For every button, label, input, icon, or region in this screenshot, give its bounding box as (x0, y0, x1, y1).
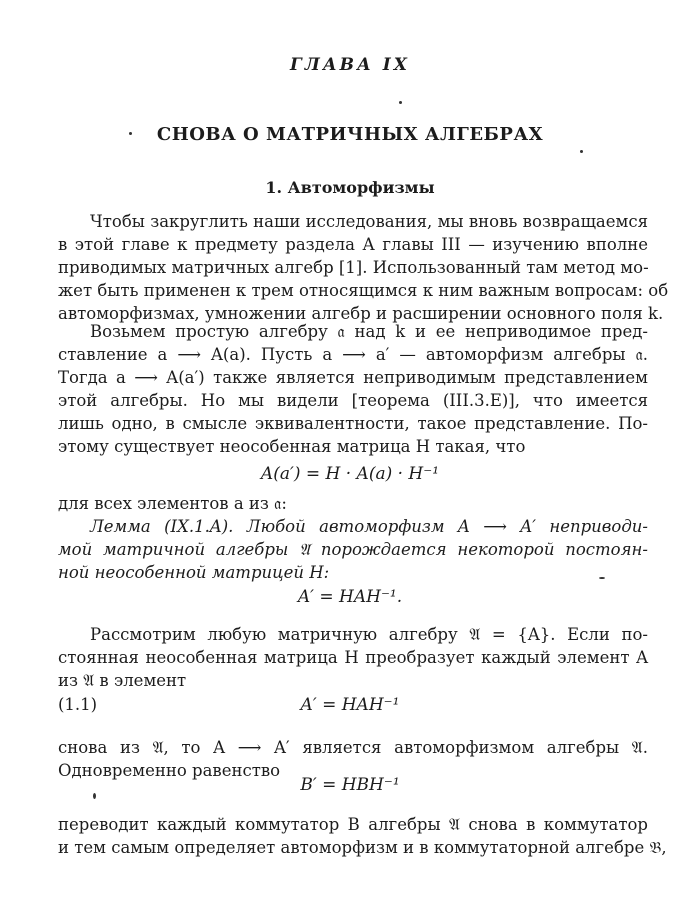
scan-speck (93, 793, 96, 799)
paragraph-1-line-4: жет быть применен к трем относящимся к ним важным вопросам: об (58, 281, 669, 300)
paragraph-2-line-5: лишь одно, в смысле эквивалентности, такое представление. По- (58, 414, 648, 433)
paragraph-1-line-5: автоморфизмах, умножении алгебр и расширении основного поля k. (58, 304, 664, 323)
formula-commutator: B′ = HBH⁻¹ (300, 775, 400, 795)
paragraph-5-line-1: переводит каждый коммутатор B алгебры 𝔄 снова в коммутатор (58, 815, 648, 834)
scan-speck (399, 101, 402, 104)
paragraph-4-line-2: Одновременно равенство (58, 761, 281, 780)
paragraph-2-line-2: ставление a ⟶ A(a). Пусть a ⟶ a′ — автоморфизм алгебры 𝔞. (58, 345, 648, 364)
paragraph-5-line-2: и тем самым определяет автоморфизм и в коммутаторной алгебре 𝔅, (58, 838, 667, 857)
formula-1-1: A′ = HAH⁻¹ (300, 695, 400, 715)
paragraph-2-line-6: этому существует неособенная матрица H такая, что (58, 437, 526, 456)
section-heading: 1. Автоморфизмы (265, 178, 435, 197)
lemma-line-2: мой матричной алгебры 𝔄 порождается некоторой постоян- (58, 540, 648, 559)
paragraph-1-line-3: приводимых матричных алгебр [1]. Использованный там метод мо- (58, 258, 649, 277)
lemma-line-3: ной неособенной матрицей H: (58, 563, 330, 582)
paragraph-1-line-2: в этой главе к предмету раздела А главы III — изучению вполне (58, 235, 648, 254)
equation-label: (1.1) (58, 695, 98, 714)
paragraph-3-line-3: из 𝔄 в элемент (58, 671, 187, 690)
paragraph-2-line-3: Тогда a ⟶ A(a′) также является неприводимым представлением (58, 368, 648, 387)
paragraph-3-line-1: Рассмотрим любую матричную алгебру 𝔄 = {A}. Если по- (90, 625, 648, 644)
paragraph-2-line-4: этой алгебры. Но мы видели [теорема (III.3.E)], что имеется (58, 391, 648, 410)
line-for-all-elements: для всех элементов a из 𝔞: (58, 494, 287, 513)
lemma-line-1: Лемма (IX.1.A). Любой автоморфизм A ⟶ A′ неприводи- (90, 517, 648, 536)
scan-speck (129, 132, 132, 135)
paragraph-3-line-2: стоянная неособенная матрица H преобразует каждый элемент A (58, 648, 648, 667)
chapter-heading: ГЛАВА IX (290, 55, 410, 75)
paragraph-2-line-1: Возьмем простую алгебру 𝔞 над k и ее неприводимое пред- (90, 322, 648, 341)
paragraph-1-line-1: Чтобы закруглить наши исследования, мы вновь возвращаемся (90, 212, 648, 231)
formula-automorphism: A(a′) = H · A(a) · H⁻¹ (260, 464, 440, 484)
chapter-title: СНОВА О МАТРИЧНЫХ АЛГЕБРАХ (156, 124, 544, 145)
scan-speck (580, 150, 583, 153)
formula-lemma: A′ = HAH⁻¹. (297, 587, 403, 607)
scan-speck (599, 577, 605, 579)
paragraph-4-line-1: снова из 𝔄, то A ⟶ A′ является автоморфизмом алгебры 𝔄. (58, 738, 648, 757)
